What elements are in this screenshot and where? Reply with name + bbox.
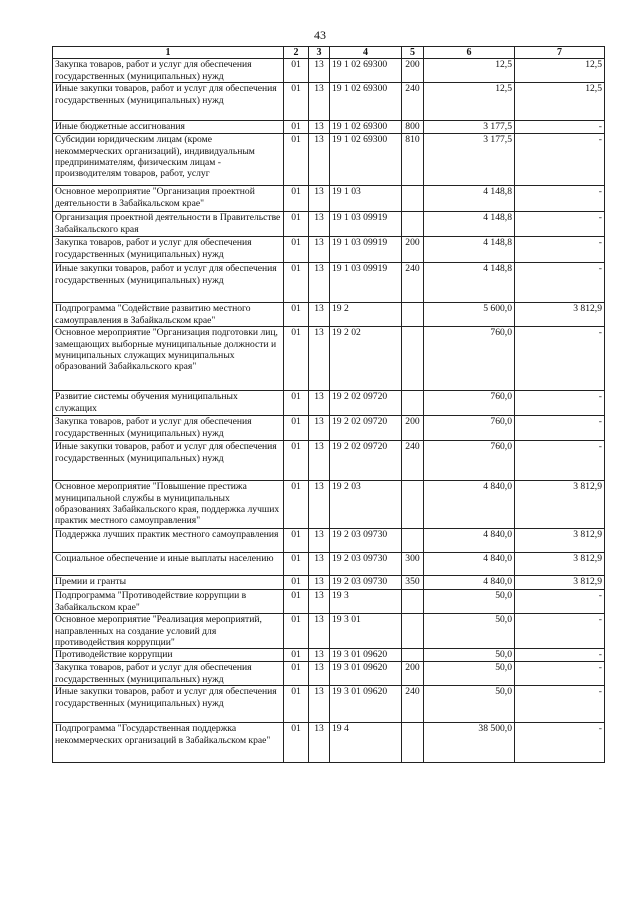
table-row bbox=[53, 391, 605, 416]
row-section-code: 01 bbox=[284, 212, 309, 237]
row-section-code: 01 bbox=[284, 83, 309, 121]
row-section-code: 01 bbox=[284, 553, 309, 576]
row-name: Иные закупки товаров, работ и услуг для обеспечения государственных (муниципальных) нужд bbox=[53, 263, 284, 303]
row-amount-col7: - bbox=[515, 662, 605, 686]
row-expense-type: 200 bbox=[402, 237, 424, 263]
row-amount-col7: - bbox=[515, 121, 605, 134]
row-amount-col6: 12,5 bbox=[424, 59, 515, 83]
row-target-article: 19 1 02 69300 bbox=[330, 134, 402, 186]
row-target-article: 19 3 01 09620 bbox=[330, 649, 402, 662]
row-expense-type: 240 bbox=[402, 441, 424, 481]
row-amount-col7: - bbox=[515, 186, 605, 212]
row-amount-col6: 50,0 bbox=[424, 614, 515, 649]
row-subsection-code: 13 bbox=[309, 391, 330, 416]
row-target-article: 19 1 02 69300 bbox=[330, 121, 402, 134]
row-expense-type: 240 bbox=[402, 263, 424, 303]
row-amount-col6: 4 840,0 bbox=[424, 529, 515, 553]
row-name: Социальное обеспечение и иные выплаты населению bbox=[53, 553, 284, 576]
row-expense-type: 200 bbox=[402, 59, 424, 83]
table-row bbox=[53, 134, 605, 186]
row-expense-type bbox=[402, 481, 424, 529]
row-amount-col7: 3 812,9 bbox=[515, 303, 605, 327]
row-target-article: 19 2 02 09720 bbox=[330, 441, 402, 481]
row-amount-col6: 4 148,8 bbox=[424, 212, 515, 237]
row-amount-col7: - bbox=[515, 237, 605, 263]
row-name: Поддержка лучших практик местного самоуправления bbox=[53, 529, 284, 553]
row-expense-type bbox=[402, 590, 424, 614]
row-target-article: 19 1 03 09919 bbox=[330, 212, 402, 237]
row-section-code: 01 bbox=[284, 416, 309, 441]
row-name: Подпрограмма "Противодействие коррупции в Забайкальском крае" bbox=[53, 590, 284, 614]
row-section-code: 01 bbox=[284, 441, 309, 481]
table-row bbox=[53, 576, 605, 590]
row-amount-col7: 3 812,9 bbox=[515, 576, 605, 590]
row-amount-col7: 12,5 bbox=[515, 59, 605, 83]
row-subsection-code: 13 bbox=[309, 590, 330, 614]
row-name: Иные бюджетные ассигнования bbox=[53, 121, 284, 134]
row-target-article: 19 1 03 09919 bbox=[330, 263, 402, 303]
row-subsection-code: 13 bbox=[309, 441, 330, 481]
row-amount-col6: 760,0 bbox=[424, 416, 515, 441]
row-amount-col7: - bbox=[515, 649, 605, 662]
row-section-code: 01 bbox=[284, 529, 309, 553]
row-section-code: 01 bbox=[284, 121, 309, 134]
page-number: 43 bbox=[314, 28, 326, 42]
row-amount-col7: 3 812,9 bbox=[515, 553, 605, 576]
row-target-article: 19 1 03 bbox=[330, 186, 402, 212]
row-subsection-code: 13 bbox=[309, 576, 330, 590]
table-row bbox=[53, 212, 605, 237]
table-row bbox=[53, 59, 605, 83]
row-amount-col6: 38 500,0 bbox=[424, 723, 515, 763]
row-subsection-code: 13 bbox=[309, 59, 330, 83]
row-expense-type: 300 bbox=[402, 553, 424, 576]
row-amount-col6: 50,0 bbox=[424, 649, 515, 662]
row-name: Подпрограмма "Государственная поддержка некоммерческих организаций в Забайкальском крае" bbox=[53, 723, 284, 763]
row-section-code: 01 bbox=[284, 134, 309, 186]
row-subsection-code: 13 bbox=[309, 686, 330, 723]
row-amount-col6: 4 148,8 bbox=[424, 186, 515, 212]
table-row bbox=[53, 237, 605, 263]
row-name: Основное мероприятие "Организация проектной деятельности в Забайкальском крае" bbox=[53, 186, 284, 212]
row-amount-col7: - bbox=[515, 686, 605, 723]
row-subsection-code: 13 bbox=[309, 662, 330, 686]
row-subsection-code: 13 bbox=[309, 481, 330, 529]
row-expense-type bbox=[402, 614, 424, 649]
row-target-article: 19 2 03 bbox=[330, 481, 402, 529]
row-name: Закупка товаров, работ и услуг для обеспечения государственных (муниципальных) нужд bbox=[53, 662, 284, 686]
table-header-row bbox=[53, 47, 605, 59]
row-subsection-code: 13 bbox=[309, 649, 330, 662]
row-target-article: 19 2 02 09720 bbox=[330, 391, 402, 416]
row-amount-col7: - bbox=[515, 327, 605, 391]
table-body bbox=[53, 59, 605, 763]
row-target-article: 19 2 03 09730 bbox=[330, 553, 402, 576]
table-row bbox=[53, 121, 605, 134]
row-expense-type: 200 bbox=[402, 416, 424, 441]
row-expense-type: 200 bbox=[402, 662, 424, 686]
table-row bbox=[53, 327, 605, 391]
row-target-article: 19 1 03 09919 bbox=[330, 237, 402, 263]
row-amount-col6: 12,5 bbox=[424, 83, 515, 121]
table-row bbox=[53, 83, 605, 121]
row-name: Субсидии юридическим лицам (кроме некоммерческих организаций), индивидуальным предпринимателям, физическим лицам - производителям товаров, работ, услуг bbox=[53, 134, 284, 186]
row-expense-type bbox=[402, 723, 424, 763]
row-section-code: 01 bbox=[284, 649, 309, 662]
row-subsection-code: 13 bbox=[309, 327, 330, 391]
row-section-code: 01 bbox=[284, 327, 309, 391]
row-amount-col7: 3 812,9 bbox=[515, 529, 605, 553]
table-row bbox=[53, 441, 605, 481]
row-amount-col7: - bbox=[515, 441, 605, 481]
row-amount-col6: 4 840,0 bbox=[424, 576, 515, 590]
row-target-article: 19 3 01 09620 bbox=[330, 686, 402, 723]
row-amount-col6: 50,0 bbox=[424, 686, 515, 723]
table-row bbox=[53, 614, 605, 649]
row-target-article: 19 2 03 09730 bbox=[330, 576, 402, 590]
row-name: Закупка товаров, работ и услуг для обеспечения государственных (муниципальных) нужд bbox=[53, 237, 284, 263]
row-name: Иные закупки товаров, работ и услуг для обеспечения государственных (муниципальных) нужд bbox=[53, 686, 284, 723]
row-subsection-code: 13 bbox=[309, 303, 330, 327]
row-name: Противодействие коррупции bbox=[53, 649, 284, 662]
row-section-code: 01 bbox=[284, 481, 309, 529]
row-name: Иные закупки товаров, работ и услуг для обеспечения государственных (муниципальных) нужд bbox=[53, 83, 284, 121]
row-target-article: 19 3 01 bbox=[330, 614, 402, 649]
row-section-code: 01 bbox=[284, 303, 309, 327]
row-subsection-code: 13 bbox=[309, 212, 330, 237]
column-header: 5 bbox=[402, 47, 424, 59]
row-target-article: 19 1 02 69300 bbox=[330, 83, 402, 121]
row-amount-col7: - bbox=[515, 416, 605, 441]
table-row bbox=[53, 416, 605, 441]
row-name: Основное мероприятие "Организация подготовки лиц, замещающих выборные муниципальные должности и муниципальных служащих муниципальных образований Забайкальского края" bbox=[53, 327, 284, 391]
row-subsection-code: 13 bbox=[309, 237, 330, 263]
row-expense-type: 810 bbox=[402, 134, 424, 186]
row-section-code: 01 bbox=[284, 686, 309, 723]
row-subsection-code: 13 bbox=[309, 723, 330, 763]
row-section-code: 01 bbox=[284, 614, 309, 649]
row-amount-col7: 12,5 bbox=[515, 83, 605, 121]
row-expense-type: 350 bbox=[402, 576, 424, 590]
row-name: Организация проектной деятельности в Правительстве Забайкальского края bbox=[53, 212, 284, 237]
row-amount-col6: 760,0 bbox=[424, 441, 515, 481]
table-row bbox=[53, 723, 605, 763]
row-amount-col6: 4 148,8 bbox=[424, 263, 515, 303]
column-header: 4 bbox=[330, 47, 402, 59]
row-section-code: 01 bbox=[284, 59, 309, 83]
row-name: Закупка товаров, работ и услуг для обеспечения государственных (муниципальных) нужд bbox=[53, 416, 284, 441]
column-header: 6 bbox=[424, 47, 515, 59]
row-target-article: 19 1 02 69300 bbox=[330, 59, 402, 83]
row-amount-col6: 760,0 bbox=[424, 391, 515, 416]
row-amount-col6: 3 177,5 bbox=[424, 134, 515, 186]
row-expense-type bbox=[402, 327, 424, 391]
row-subsection-code: 13 bbox=[309, 416, 330, 441]
row-subsection-code: 13 bbox=[309, 186, 330, 212]
row-target-article: 19 2 02 09720 bbox=[330, 416, 402, 441]
row-section-code: 01 bbox=[284, 186, 309, 212]
column-header: 7 bbox=[515, 47, 605, 59]
row-expense-type bbox=[402, 529, 424, 553]
row-name: Основное мероприятие "Реализация мероприятий, направленных на создание условий для противодействия коррупции" bbox=[53, 614, 284, 649]
row-target-article: 19 3 bbox=[330, 590, 402, 614]
row-target-article: 19 3 01 09620 bbox=[330, 662, 402, 686]
row-amount-col7: - bbox=[515, 212, 605, 237]
table-row bbox=[53, 303, 605, 327]
budget-table bbox=[52, 46, 605, 763]
row-subsection-code: 13 bbox=[309, 134, 330, 186]
table-row bbox=[53, 481, 605, 529]
table-row bbox=[53, 529, 605, 553]
row-name: Подпрограмма "Содействие развитию местного самоуправления в Забайкальском крае" bbox=[53, 303, 284, 327]
row-section-code: 01 bbox=[284, 391, 309, 416]
row-section-code: 01 bbox=[284, 662, 309, 686]
row-expense-type bbox=[402, 391, 424, 416]
table-row bbox=[53, 553, 605, 576]
row-expense-type: 800 bbox=[402, 121, 424, 134]
row-section-code: 01 bbox=[284, 237, 309, 263]
row-name: Премии и гранты bbox=[53, 576, 284, 590]
row-section-code: 01 bbox=[284, 576, 309, 590]
row-expense-type: 240 bbox=[402, 686, 424, 723]
row-target-article: 19 2 02 bbox=[330, 327, 402, 391]
row-amount-col6: 50,0 bbox=[424, 590, 515, 614]
row-subsection-code: 13 bbox=[309, 263, 330, 303]
row-target-article: 19 2 03 09730 bbox=[330, 529, 402, 553]
row-amount-col6: 5 600,0 bbox=[424, 303, 515, 327]
row-section-code: 01 bbox=[284, 723, 309, 763]
table-row bbox=[53, 649, 605, 662]
row-subsection-code: 13 bbox=[309, 529, 330, 553]
row-target-article: 19 4 bbox=[330, 723, 402, 763]
row-name: Развитие системы обучения муниципальных служащих bbox=[53, 391, 284, 416]
row-amount-col6: 3 177,5 bbox=[424, 121, 515, 134]
row-expense-type: 240 bbox=[402, 83, 424, 121]
table-row bbox=[53, 590, 605, 614]
column-header: 2 bbox=[284, 47, 309, 59]
row-amount-col7: - bbox=[515, 614, 605, 649]
row-name: Иные закупки товаров, работ и услуг для обеспечения государственных (муниципальных) нужд bbox=[53, 441, 284, 481]
column-header: 1 bbox=[53, 47, 284, 59]
row-subsection-code: 13 bbox=[309, 121, 330, 134]
table-row bbox=[53, 686, 605, 723]
row-amount-col7: 3 812,9 bbox=[515, 481, 605, 529]
table-row bbox=[53, 263, 605, 303]
row-section-code: 01 bbox=[284, 590, 309, 614]
row-amount-col7: - bbox=[515, 263, 605, 303]
row-target-article: 19 2 bbox=[330, 303, 402, 327]
column-header: 3 bbox=[309, 47, 330, 59]
row-subsection-code: 13 bbox=[309, 614, 330, 649]
row-section-code: 01 bbox=[284, 263, 309, 303]
row-amount-col7: - bbox=[515, 590, 605, 614]
row-amount-col6: 760,0 bbox=[424, 327, 515, 391]
row-name: Закупка товаров, работ и услуг для обеспечения государственных (муниципальных) нужд bbox=[53, 59, 284, 83]
row-amount-col7: - bbox=[515, 391, 605, 416]
row-expense-type bbox=[402, 649, 424, 662]
table-row bbox=[53, 186, 605, 212]
row-expense-type bbox=[402, 186, 424, 212]
row-expense-type bbox=[402, 303, 424, 327]
row-amount-col7: - bbox=[515, 723, 605, 763]
row-amount-col6: 4 148,8 bbox=[424, 237, 515, 263]
row-subsection-code: 13 bbox=[309, 83, 330, 121]
row-amount-col6: 4 840,0 bbox=[424, 481, 515, 529]
row-subsection-code: 13 bbox=[309, 553, 330, 576]
row-amount-col6: 50,0 bbox=[424, 662, 515, 686]
row-amount-col6: 4 840,0 bbox=[424, 553, 515, 576]
row-expense-type bbox=[402, 212, 424, 237]
table-row bbox=[53, 662, 605, 686]
row-name: Основное мероприятие "Повышение престижа муниципальной службы в муниципальных образованиях Забайкальского края, поддержка лучших практик местного самоуправления" bbox=[53, 481, 284, 529]
row-amount-col7: - bbox=[515, 134, 605, 186]
